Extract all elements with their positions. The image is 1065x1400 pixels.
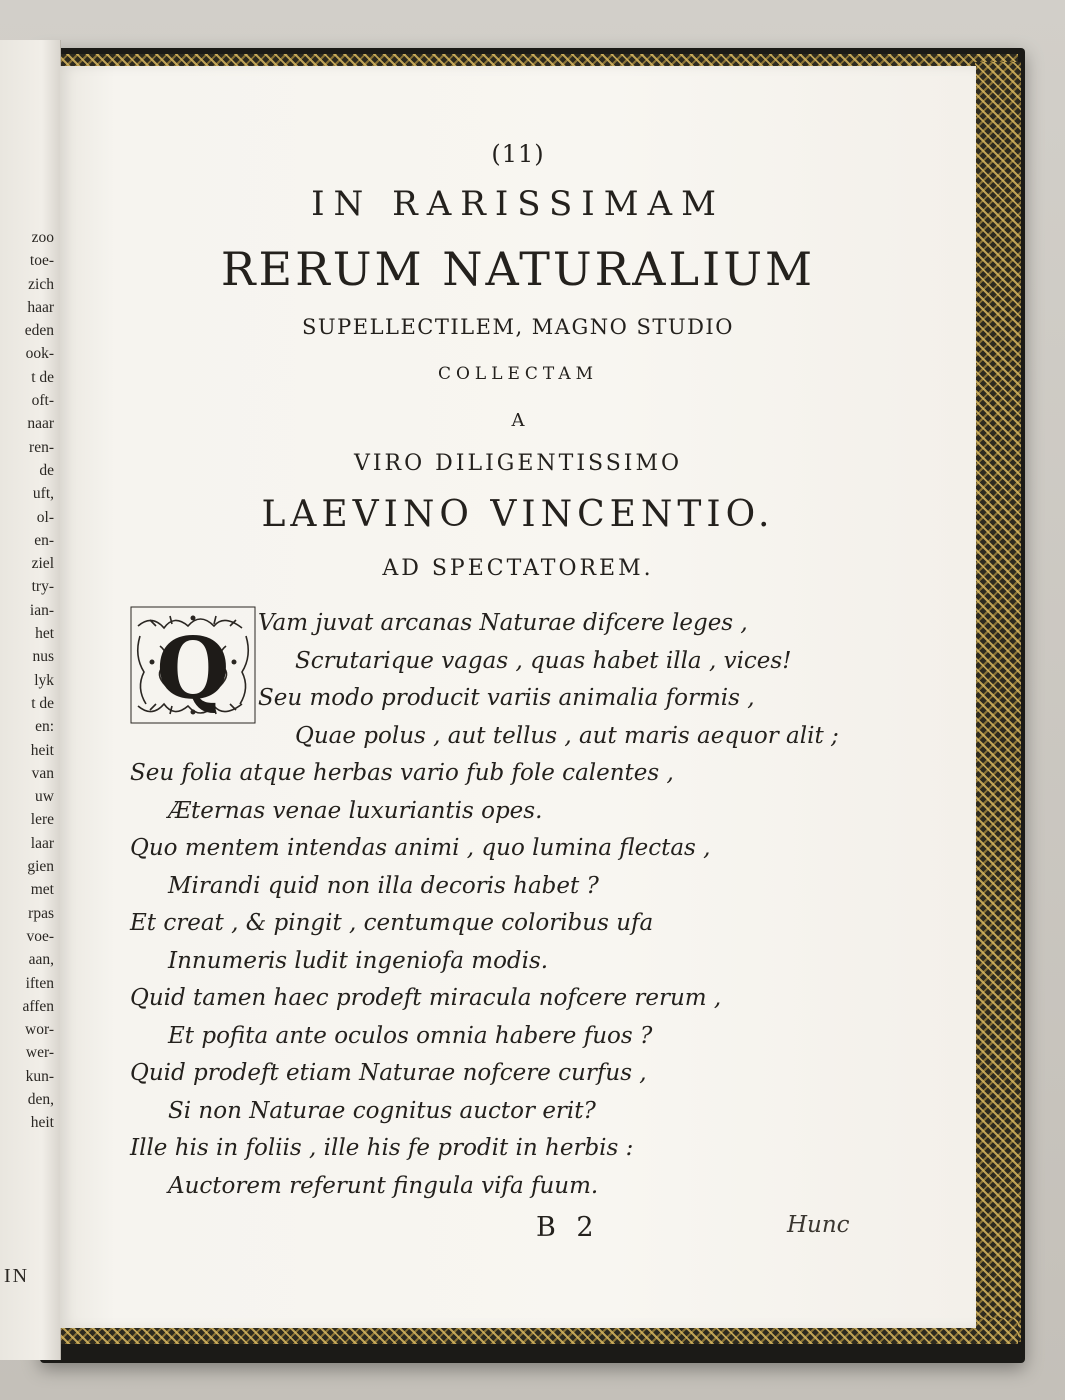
facing-page-word: en- — [34, 531, 54, 549]
poem-line: Quae polus , aut tellus , aut maris aequor alit ; — [295, 723, 839, 749]
signature-mark: B 2 — [536, 1212, 600, 1243]
facing-page-word: zoo — [31, 229, 54, 246]
page-number: (11) — [491, 140, 545, 168]
facing-page-word: gien — [27, 858, 54, 876]
facing-page-word: ziel — [31, 555, 54, 573]
facing-page-word: ian- — [29, 601, 54, 619]
poem-line: Mirandi quid non illa decoris habet ? — [168, 873, 599, 899]
title-line-3: SUPELLECTILEM, MAGNO STUDIO — [302, 315, 734, 339]
poem-line: Quid prodeft etiam Naturae nofcere curfus , — [130, 1060, 647, 1086]
gilt-border-right — [975, 62, 1021, 1342]
poem-line: Innumeris ludit ingeniofa modis. — [168, 948, 549, 974]
facing-page-word: voe- — [26, 927, 54, 945]
facing-page-word: het — [35, 625, 54, 643]
svg-text:Q: Q — [156, 619, 230, 718]
facing-page-word: iften — [25, 974, 54, 992]
title-line-2: RERUM NATURALIUM — [220, 242, 816, 296]
facing-page-word: uft, — [32, 485, 54, 503]
poem-line: Scrutarique vagas , quas habet illa , vices! — [295, 648, 792, 674]
facing-page-word: uw — [35, 788, 54, 806]
facing-page-word: oft- — [31, 392, 54, 410]
facing-page-word: heit — [30, 741, 54, 759]
facing-page-word: den, — [27, 1090, 54, 1108]
poem-line: Quid tamen haec prodeft miracula nofcere rerum , — [130, 985, 722, 1011]
facing-page-word: van — [31, 764, 54, 782]
facing-page-catchword: IN — [4, 1265, 30, 1287]
facing-page — [0, 40, 61, 1360]
poem-line: Quo mentem intendas animi , quo lumina flectas , — [130, 835, 711, 861]
poem-line: Auctorem referunt fingula vifa fuum. — [168, 1173, 599, 1199]
poem-line: Et pofita ante oculos omnia habere fuos ? — [168, 1023, 653, 1049]
facing-page-word: rpas — [28, 904, 54, 922]
facing-page-word: kun- — [25, 1067, 54, 1085]
poem-line: Ille his in foliis , ille his fe prodit in herbis : — [130, 1135, 634, 1161]
facing-page-word: t de — [31, 368, 54, 386]
facing-page-word: ren- — [29, 438, 54, 456]
book-page — [60, 66, 976, 1328]
poem-line: Vam juvat arcanas Naturae difcere leges , — [258, 610, 748, 636]
title-line-7: LAEVINO VINCENTIO. — [261, 494, 775, 535]
facing-page-word: ol- — [36, 508, 54, 526]
facing-page-word: en: — [35, 718, 54, 736]
facing-page-word: wor- — [25, 1021, 54, 1039]
facing-page-word: nus — [32, 648, 54, 666]
facing-page-word: t de — [31, 694, 54, 712]
poem-line: Seu modo producit variis animalia formis , — [258, 685, 755, 711]
catchword: Hunc — [787, 1212, 850, 1238]
title-line-6: VIRO DILIGENTISSIMO — [353, 451, 683, 476]
facing-page-word: wer- — [25, 1044, 54, 1062]
facing-page-word: zich — [28, 275, 54, 293]
title-line-5: A — [511, 410, 525, 431]
facing-page-word: lyk — [34, 671, 54, 689]
facing-page-word: try- — [31, 578, 54, 596]
facing-page-word: naar — [27, 415, 54, 433]
facing-page-line-ends — [6, 226, 54, 1135]
facing-page-word: haar — [27, 298, 54, 316]
poem-line: Æternas venae luxuriantis opes. — [168, 798, 543, 824]
poem-line: Seu folia atque herbas vario fub fole calentes , — [130, 760, 674, 786]
facing-page-word: ook- — [25, 345, 54, 363]
facing-page-word: lere — [30, 811, 54, 829]
facing-page-word: laar — [30, 834, 54, 852]
facing-page-word: heit — [30, 1114, 54, 1132]
facing-page-word: met — [30, 881, 54, 899]
facing-page-word: eden — [24, 322, 54, 340]
facing-page-word: toe- — [29, 252, 54, 270]
poem-line: Si non Naturae cognitus auctor erit? — [168, 1098, 596, 1124]
title-line-4: COLLECTAM — [437, 364, 599, 384]
poem-line: Et creat , & pingit , centumque coloribus ufa — [130, 910, 654, 936]
title-line-1: IN RARISSIMAM — [311, 184, 725, 224]
facing-page-word: aan, — [28, 951, 54, 969]
title-line-8: AD SPECTATOREM. — [382, 556, 654, 581]
facing-page-word: affen — [22, 997, 54, 1015]
decorated-initial-q — [130, 606, 256, 724]
facing-page-word: de — [39, 461, 54, 479]
